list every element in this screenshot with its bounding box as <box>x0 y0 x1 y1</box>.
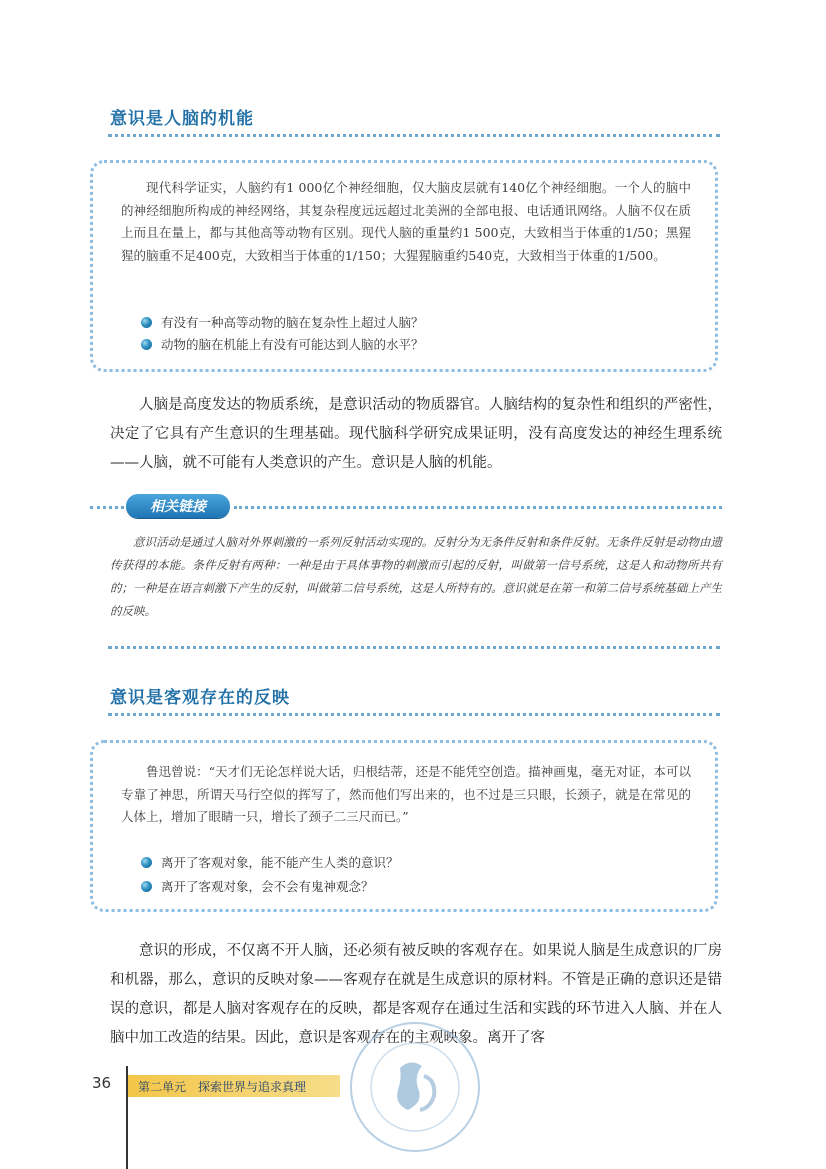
question-bullet-icon <box>141 857 152 868</box>
section-divider <box>108 713 720 716</box>
section-divider <box>108 646 720 649</box>
body-paragraph: 意识的形成，不仅离不开人脑，还必须有被反映的客观存在。如果说人脑是生成意识的厂房和机器，那么，意识的反映对象——客观存在就是生成意识的原材料。不管是正确的意识还是错误的意识，都是人脑对客观存在的反映，都是客观存在通过生活和实践的环节进入人脑、并在人脑中加工改造的结果。因此，意识是客观存在的主观映象。离开了客 <box>110 943 722 1046</box>
question-item <box>141 853 691 871</box>
question-bullet-icon <box>141 339 152 350</box>
inquiry-paragraph: 鲁迅曾说：“天才们无论怎样说大话，归根结蒂，还是不能凭空创造。描神画鬼，毫无对证，本可以专靠了神思，所谓天马行空似的挥写了，然而他们写出来的，也不过是三只眼，长颈子，就是在常见的人体上，增加了眼睛一只，增长了颈子二三尺而已。” <box>121 764 691 824</box>
related-link-text: 意识活动是通过人脑对外界刺激的一系列反射活动实现的。反射分为无条件反射和条件反射。无条件反射是动物由遗传获得的本能。条件反射有两种：一种是由于具体事物的刺激而引起的反射，叫做第一信号系统，这是人和动物所共有的；一种是在语言刺激下产生的反射，叫做第二信号系统，这是人所特有的。意识就是在第一和第二信号系统基础上产生的反映。 <box>110 535 722 618</box>
inquiry-box-brain <box>90 160 718 372</box>
question-item <box>141 877 691 895</box>
body-paragraph: 人脑是高度发达的物质系统，是意识活动的物质器官。人脑结构的复杂性和组织的严密性，决定了它具有产生意识的生理基础。现代脑科学研究成果证明，没有高度发达的神经生理系统——人脑，就不可能有人类意识的产生。意识是人脑的机能。 <box>110 397 722 471</box>
section-title-brain-function: 意识是人脑的机能 <box>110 109 254 129</box>
question-item <box>141 313 691 331</box>
question-item <box>141 335 691 353</box>
question-text: 有没有一种高等动物的脑在复杂性上超过人脑？ <box>161 315 424 330</box>
related-link-badge: 相关链接 <box>126 494 230 518</box>
footer-unit-label: 第二单元 探索世界与追求真理 <box>138 1080 307 1094</box>
section-divider <box>108 134 720 137</box>
watermark-seal-icon <box>348 1020 482 1154</box>
question-text: 离开了客观对象，能不能产生人类的意识？ <box>161 855 399 870</box>
question-bullet-icon <box>141 881 152 892</box>
inquiry-paragraph: 现代科学证实，人脑约有1 000亿个神经细胞，仅大脑皮层就有140亿个神经细胞。一个人的脑中的神经细胞所构成的神经网络，其复杂程度远远超过北美洲的全部电报、电话通讯网络。人脑不仅在质上而且在量上，都与其他高等动物有区别。现代人脑的重量约1 500克，大致相当于体重的1/50；黑猩猩的脑重不足400克，大致相当于体重的1/150；大猩猩脑重约540克，大致相当于体重的1/500。 <box>121 180 691 263</box>
question-text: 动物的脑在机能上有没有可能达到人脑的水平？ <box>161 337 424 352</box>
question-text: 离开了客观对象，会不会有鬼神观念？ <box>161 879 374 894</box>
section-title-objective-reflection: 意识是客观存在的反映 <box>110 688 290 708</box>
page-number: 36 <box>92 1074 112 1092</box>
link-divider-right <box>234 506 722 509</box>
inquiry-box-luxun <box>90 740 718 912</box>
link-divider-left <box>90 506 124 509</box>
question-bullet-icon <box>141 317 152 328</box>
